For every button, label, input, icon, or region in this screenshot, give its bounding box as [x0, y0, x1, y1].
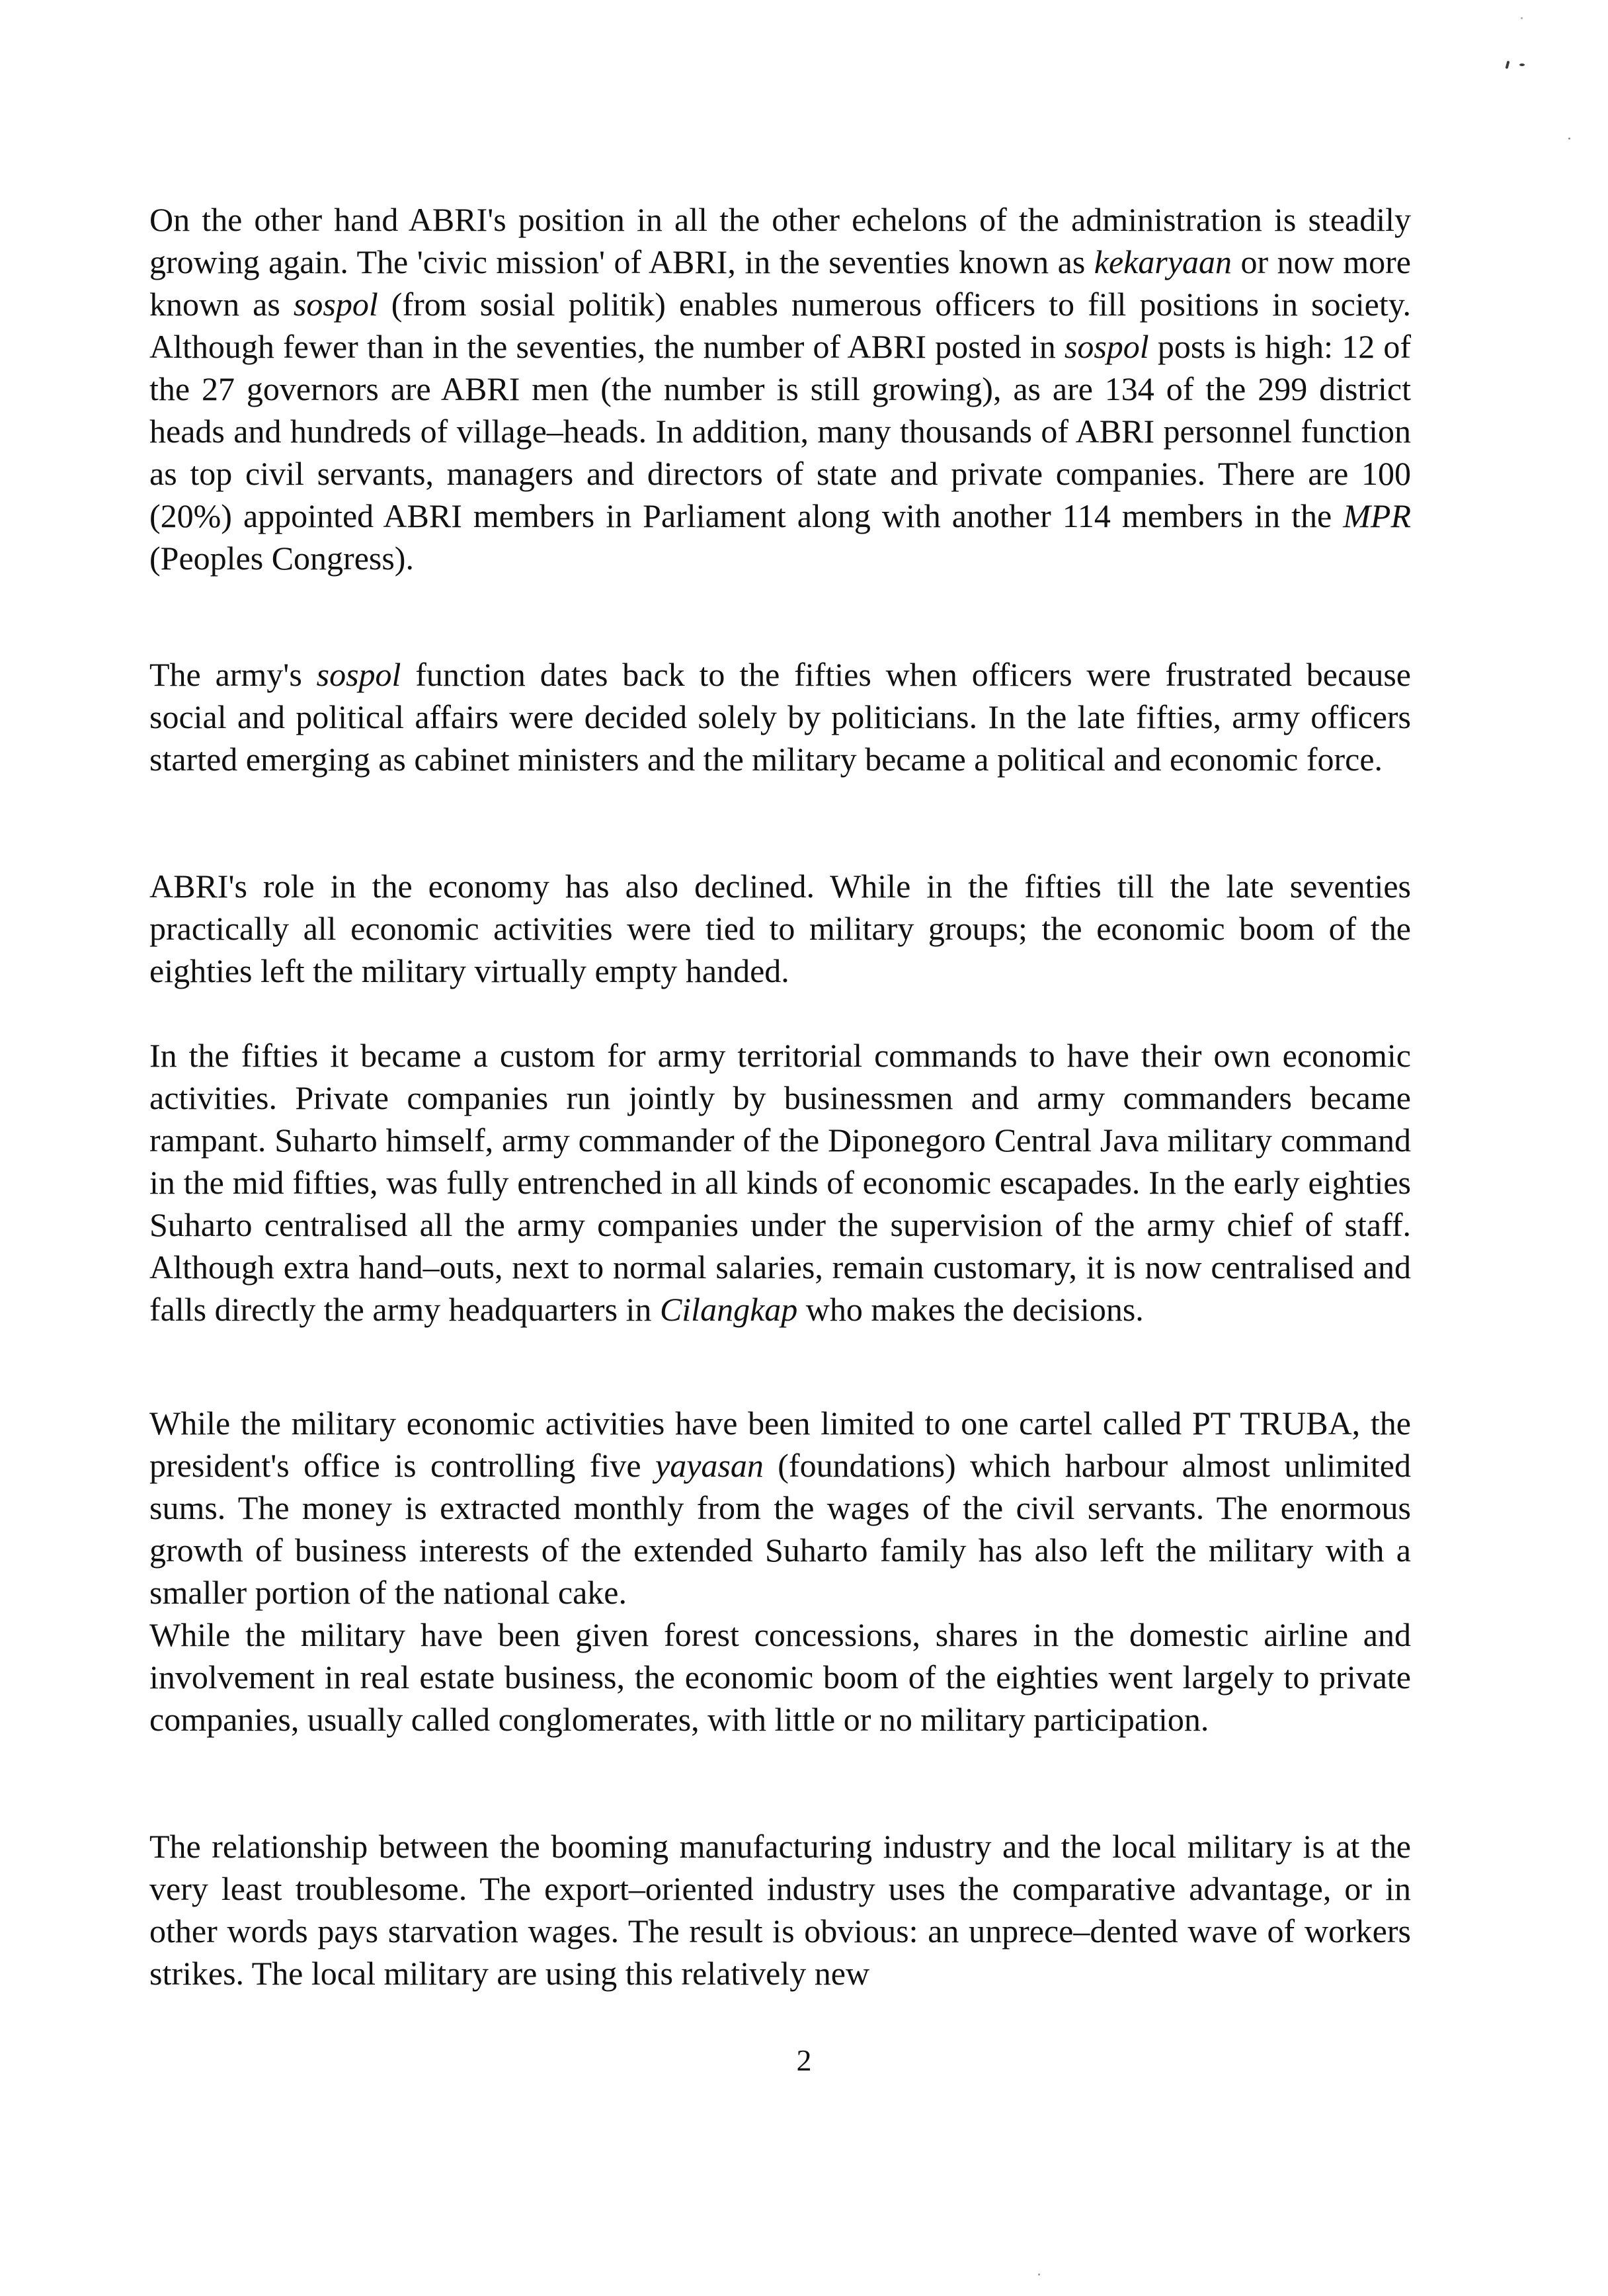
page-number: 2 — [796, 2043, 812, 2077]
paragraph-economy-role — [149, 865, 1411, 992]
text-run: While the military economic activities have been limited to one cartel called PT TRUBA, the president's office is controlling five — [149, 1405, 1411, 1484]
paragraph-sospol-function — [149, 653, 1411, 780]
text-run: While the military have been given forest concessions, shares in the domestic airline and involvement in real estate business, the economic boom of the eighties went largely to private companies, usually called conglomerates, with little or no military participation. — [149, 1616, 1411, 1738]
text-run: who makes the decisions. — [797, 1291, 1144, 1328]
text-run: (from sosial politik) enables numerous officers to fill positions in society. Although fewer than in the seventies, the number of ABRI posted in — [149, 286, 1411, 365]
text-run: or now more known as — [149, 243, 1411, 323]
scan-speck — [1568, 138, 1570, 140]
italic-term: sospol — [316, 656, 401, 693]
text-run: (Peoples Congress). — [149, 540, 414, 577]
paragraph-manufacturing-relationship — [149, 1825, 1411, 1994]
text-run: (foundations) which harbour almost unlimited sums. The money is extracted monthly from the wages of the civil servants. The enormous growth of business interests of the extended Suharto family has also left the military with a smaller portion of the national cake. — [149, 1447, 1411, 1611]
text-run: On the other hand ABRI's position in all the other echelons of the administration is steadily growing again. The 'civic mission' of ABRI, in the seventies known as — [149, 201, 1411, 280]
italic-term: Cilangkap — [659, 1291, 798, 1328]
italic-term: MPR — [1343, 497, 1411, 534]
text-run: ABRI's role in the economy has also declined. While in the fifties till the late seventies practically all economic activities were tied to military groups; the economic boom of the eighties left the military virtually empty handed. — [149, 868, 1411, 989]
scan-speck — [1506, 61, 1510, 69]
italic-term: sospol — [1064, 328, 1149, 365]
scan-speck — [1521, 17, 1523, 19]
text-run: function dates back to the fifties when officers were frustrated because social and political affairs were decided solely by politicians. In the late fifties, army officers started emerging as cabinet ministers and the military became a political and economic force. — [149, 656, 1411, 778]
paragraph-forest-concessions — [149, 1614, 1411, 1741]
paragraph-pt-truba — [149, 1402, 1411, 1614]
paragraph-abri-position — [149, 198, 1411, 579]
scan-speck — [1519, 63, 1525, 66]
text-run: posts is high: 12 of the 27 governors are ABRI men (the number is still growing), as are 134 of the 299 district heads and hundreds of village–heads. In addition, many thousands of ABRI personnel function as top civil servants, managers and directors of state and private companies. There are 100 (20%) appointed ABRI members in Parliament along with another 114 members in the — [149, 328, 1412, 534]
italic-term: sospol — [293, 286, 378, 323]
italic-term: yayasan — [655, 1447, 764, 1484]
italic-term: kekaryaan — [1094, 243, 1232, 280]
text-run: The relationship between the booming manufacturing industry and the local military is at the very least troublesome. The export–oriented industry uses the comparative advantage, or in other words pays starvation wages. The result is obvious: an unprece–dented wave of workers strikes. The local military are using this relatively new — [149, 1828, 1411, 1992]
scan-speck — [1038, 2274, 1040, 2276]
paragraph-fifties-custom — [149, 1034, 1411, 1331]
text-run: The army's — [149, 656, 317, 693]
text-run: In the fifties it became a custom for army territorial commands to have their own economic activities. Private companies run jointly by businessmen and army commanders became rampant. Suharto himself, army commander of the Diponegoro Central Java military command in the mid fifties, was fully entrenched in all kinds of economic escapades. In the early eighties Suharto centralised all the army companies under the supervision of the army chief of staff. Although extra hand–outs, next to normal salaries, remain customary, it is now centralised and falls directly the army headquarters in — [149, 1037, 1411, 1328]
